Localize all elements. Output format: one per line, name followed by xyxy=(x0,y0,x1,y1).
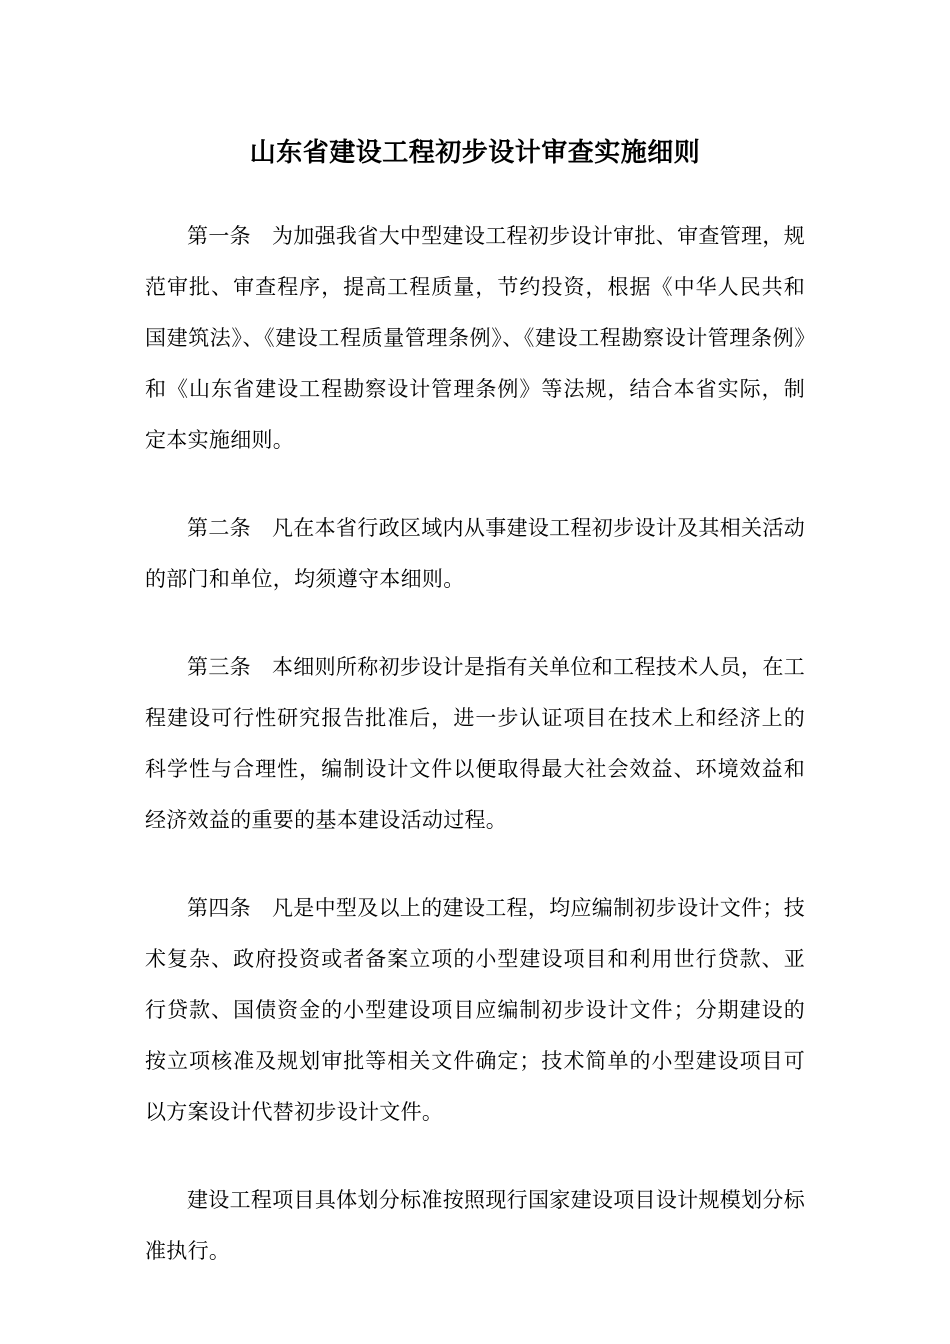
article-4-number: 第四条 xyxy=(187,896,251,920)
article-1-number: 第一条 xyxy=(187,224,251,248)
article-1-text: 为加强我省大中型建设工程初步设计审批、审查管理，规范审批、审查程序，提高工程质量，节约投资，根据《中华人民共和国建筑法》、《建设工程质量管理条例》、《建设工程勘察设计管理条例》和《山东省建设工程勘察设计管理条例》等法规，结合本省实际，制定本实施细则。 xyxy=(145,224,805,452)
document-title: 山东省建设工程初步设计审查实施细则 xyxy=(249,138,701,168)
document-page xyxy=(145,128,805,1314)
closing-paragraph: 建设工程项目具体划分标准按照现行国家建设项目设计规模划分标准执行。 xyxy=(145,1188,805,1263)
article-3-text: 本细则所称初步设计是指有关单位和工程技术人员，在工程建设可行性研究报告批准后，进一步认证项目在技术上和经济上的科学性与合理性，编制设计文件以便取得最大社会效益、环境效益和经济效益的重要的基本建设活动过程。 xyxy=(145,655,805,832)
article-2 xyxy=(145,503,805,605)
article-3-number: 第三条 xyxy=(187,655,251,679)
article-2-text: 凡在本省行政区域内从事建设工程初步设计及其相关活动的部门和单位，均须遵守本细则。 xyxy=(145,516,805,591)
article-4-text: 凡是中型及以上的建设工程，均应编制初步设计文件；技术复杂、政府投资或者备案立项的小型建设项目和利用世行贷款、亚行贷款、国债资金的小型建设项目应编制初步设计文件；分期建设的按立项核准及规划审批等相关文件确定；技术简单的小型建设项目可以方案设计代替初步设计文件。 xyxy=(145,896,805,1124)
article-3 xyxy=(145,642,805,846)
article-4 xyxy=(145,883,805,1138)
article-2-number: 第二条 xyxy=(187,516,251,540)
article-1 xyxy=(145,211,805,466)
